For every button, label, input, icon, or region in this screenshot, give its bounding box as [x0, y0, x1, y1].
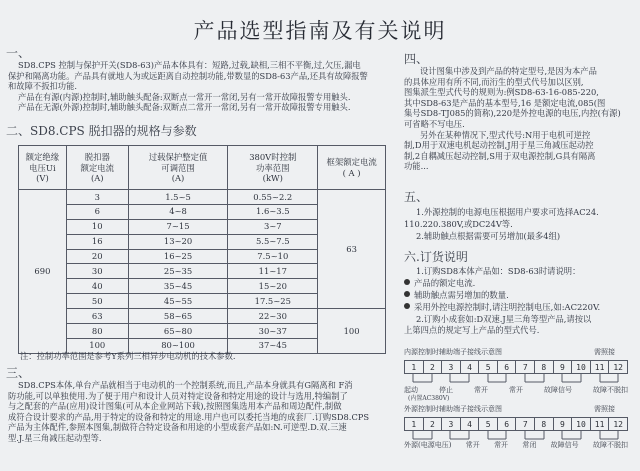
- diagram1-label: 故障不脱扣: [593, 386, 628, 394]
- cell-power-range: 30~37: [228, 324, 318, 339]
- order-bullet-text: 产品的额定电流.: [414, 277, 476, 288]
- cell-rated-current: 10: [66, 219, 128, 234]
- header-overload-range-text: 过载保护整定值 可调范围 (A): [148, 151, 208, 184]
- cell-overload-range: 1.5~5: [128, 190, 228, 205]
- table-note: 注：控制功率范围是参考Y系列三相异步电动机的技术参数.: [20, 351, 236, 361]
- cell-rated-current: 63: [66, 309, 128, 324]
- terminal-number: 11: [591, 418, 610, 430]
- section1-line: 产品在有源(内源)控制时,辅助触头配备:双断点一常开一常闭,另有一常开故障报警专用触头.: [18, 91, 351, 102]
- order-bullet: [404, 290, 636, 302]
- diagram1-labels: [404, 386, 628, 395]
- cell-overload-range: 65~80: [128, 324, 228, 339]
- section4-line: 的具体应用有所不同,而洐生的型式代号加以区别,: [404, 76, 584, 87]
- section5-line: 1.外源控制的电源电压根据用户要求可选择AC24.: [416, 207, 599, 217]
- terminal-number: 5: [479, 361, 498, 373]
- diagram1-caption: 内源控制时辅助端子接线示意图: [404, 348, 502, 356]
- cell-rated-current: 40: [66, 279, 128, 294]
- section3-line: 与之配套的产品(应用)设计图集(可从本企业网站下载),按照图集选用本产品和周边配件,制做: [8, 401, 342, 412]
- cell-power-range: 17.5~25: [228, 294, 318, 309]
- header-voltage-text: 额定绝缘 电压Ui (V): [25, 151, 60, 184]
- terminal-number: 5: [479, 418, 498, 430]
- diagram2-caption: 外源控制时辅助端子接线示意图: [404, 405, 502, 413]
- terminal-number: 12: [613, 420, 623, 429]
- section4-line: 可省略不写电压.: [404, 119, 465, 130]
- terminal-number: 6: [498, 418, 517, 430]
- section1-line: 和故障不扳扣功能.: [8, 81, 78, 92]
- section1-line: 产品在无源(外源)控制时,辅助触头配备:双断点二常开一常闭,另有一常开故障报警专用触头.: [18, 102, 351, 113]
- cell-rated-current: 16: [66, 234, 128, 249]
- terminal-number: 2: [424, 418, 443, 430]
- terminal-number: 7: [516, 418, 535, 430]
- order-line: 上第四点的规定写上产品的型式代号.: [404, 325, 540, 336]
- section4-line: 功能...: [404, 161, 429, 172]
- bullet-dot-icon: [404, 279, 410, 285]
- terminal-number: 3: [442, 418, 461, 430]
- section4-body: [404, 66, 636, 172]
- header-power-range: [228, 146, 318, 190]
- header-rated-current: [66, 146, 128, 190]
- cell-rated-current: 6: [66, 204, 128, 219]
- section3-line: SD8.CPS本体,单台产品就相当于电动机的一个控制系统,而且,产品本身就具有G隔离和 F消: [18, 380, 353, 390]
- cell-overload-range: 7~15: [128, 219, 228, 234]
- cell-overload-range: 80~100: [128, 338, 228, 353]
- cell-frame-current: 63: [318, 190, 386, 309]
- cell-power-range: 22~30: [228, 309, 318, 324]
- section3-heading: 三、: [6, 366, 31, 380]
- cell-overload-range: 13~20: [128, 234, 228, 249]
- cell-rated-current: 3: [66, 190, 128, 205]
- terminal-number: 11: [591, 361, 610, 373]
- diagram2-label: 常开: [465, 441, 480, 449]
- bullet-dot-icon: [404, 291, 410, 297]
- cell-rated-current: 30: [66, 264, 128, 279]
- header-frame-current-text: 框架额定电流 ( A ): [326, 157, 377, 178]
- section3-body: [8, 380, 400, 444]
- diagram1-label: 故障信号: [544, 386, 572, 394]
- section3-line: 防功能,可以单独使用.为了便于用户和设计人员对特定设备和特定用途的设计与选用,特编制了: [8, 390, 348, 401]
- cell-overload-range: 25~35: [128, 264, 228, 279]
- order-line: 2.订购小成套如:D双速.J星三角等型产品,请按以: [416, 313, 592, 324]
- spec-table-row: [19, 190, 386, 205]
- section4-line: 另外在某种情况下,型式代号:N用于电机可逆控: [420, 129, 591, 140]
- section5-heading: 五、: [404, 190, 429, 204]
- cell-power-range: 7.5~10: [228, 249, 318, 264]
- order-bullet: [404, 302, 636, 314]
- cell-overload-range: 35~45: [128, 279, 228, 294]
- cell-power-range: 37~45: [228, 338, 318, 353]
- order-bullet-text: 辅助触点需另增加的数量.: [414, 289, 509, 300]
- cell-overload-range: 58~65: [128, 309, 228, 324]
- section4-line: 其中SD8-63是产品的基本型号,16 是额定电流,085(图: [404, 97, 606, 108]
- cell-rated-current: 20: [66, 249, 128, 264]
- terminal-number: 10: [572, 361, 591, 373]
- terminal-number: 8: [535, 418, 554, 430]
- terminal-number: 6: [498, 361, 517, 373]
- bullet-dot-icon: [404, 303, 410, 309]
- section5-body: [404, 206, 636, 242]
- cell-power-range: 3~7: [228, 219, 318, 234]
- cell-power-range: 0.55~2.2: [228, 190, 318, 205]
- cell-power-range: 5.5~7.5: [228, 234, 318, 249]
- diagram1-label: 起动: [404, 386, 418, 394]
- diagram1-terminal-strip: [404, 360, 628, 374]
- diagram2-label: 外源(电源电压): [404, 441, 452, 449]
- cell-power-range: 11~17: [228, 264, 318, 279]
- diagram2-label: 常开: [494, 441, 509, 449]
- terminal-number: 3: [442, 361, 461, 373]
- section5-line: 110.220.380V,或DC24V等.: [404, 219, 513, 230]
- section1-body: [8, 60, 393, 113]
- terminal-number: 2: [424, 361, 443, 373]
- cell-frame-current: 100: [318, 309, 386, 354]
- terminal-number: 4: [461, 361, 480, 373]
- cell-rated-current: 50: [66, 294, 128, 309]
- diagram2-labels: [404, 441, 628, 450]
- terminal-number: 8: [535, 361, 554, 373]
- diagram1-label: 常开: [474, 386, 488, 394]
- diagram1-sub: (内置AC380V): [408, 395, 450, 402]
- cell-power-range: 15~20: [228, 279, 318, 294]
- header-rated-current-text: 脱扣器 额定电流 (A): [80, 151, 115, 184]
- terminal-number: 1: [405, 361, 424, 373]
- cell-overload-range: 4~8: [128, 204, 228, 219]
- section3-line: 成符合设计要求的产品,用于特定的设备和特定的用途.用户也可以委托当地的成套厂.订购SD8.CPS: [8, 411, 370, 422]
- terminal-number: 4: [461, 418, 480, 430]
- diagram2-label: 常闭: [522, 441, 537, 449]
- order-line: 1.订购SD8本体产品如：SD8-63时请说明：: [416, 266, 581, 276]
- order-bullet-text: 采用外控电源控制时,请注明控制电压,如:AC220V.: [414, 301, 601, 312]
- section2-heading: 二、SD8.CPS 脱扣器的规格与参数: [6, 124, 197, 138]
- order-bullet: [404, 278, 636, 290]
- section5-line: 2.辅助触点根据需要可另增加(最多4组): [416, 231, 561, 242]
- terminal-number: 9: [554, 361, 573, 373]
- spec-table-row: [19, 309, 386, 324]
- terminal-number: 7: [516, 361, 535, 373]
- spec-table-header-row: [19, 146, 386, 190]
- header-voltage: [19, 146, 67, 190]
- cell-voltage: 690: [19, 190, 67, 354]
- section6-heading: 六.订货说明: [404, 250, 468, 264]
- section1-heading: 一、: [6, 46, 31, 60]
- cell-rated-current: 80: [66, 324, 128, 339]
- section1-line: 保护和隔离功能。产品具有就地人为或远距离自动控制功能,带数显的SD8-63产品,还具有故障报警: [8, 70, 368, 81]
- diagram2-label: 故障不脱扣: [592, 441, 628, 449]
- section1-line: SD8.CPS 控制与保护开关(SD8-63)产品本体具有：短路,过载,缺相,三相不平衡,过,欠压,漏电: [18, 60, 361, 70]
- section3-line: 产品为主体配件,参照本图集,制做符合特定设备和用途的小型成套产品如:N.可逆型.D.双.三速: [8, 422, 347, 433]
- section6-body: [404, 266, 636, 337]
- section4-line: 制,D用于双速电机起动控制,J用于星三角减压起动控: [404, 140, 594, 151]
- section4-heading: 四、: [404, 52, 429, 66]
- cell-rated-current: 100: [66, 338, 128, 353]
- header-overload-range: [128, 146, 228, 190]
- diagram2-terminal-strip: [404, 417, 628, 431]
- terminal-number: 12: [613, 363, 623, 372]
- diagram1-label: 常开: [509, 386, 523, 394]
- diagram1-right-label: 需照接: [594, 348, 615, 356]
- section4-line: 图集派生型式代号的规则为:例SD8-63-16-085-220,: [404, 87, 599, 98]
- cell-overload-range: 45~55: [128, 294, 228, 309]
- diagram2-right-label: 需照接: [594, 405, 615, 413]
- terminal-number: 1: [405, 418, 424, 430]
- header-frame-current: [318, 146, 386, 190]
- diagram1-label: 停止: [439, 386, 453, 394]
- section3-line: 型.J.星三角减压起动型等.: [8, 433, 102, 444]
- header-power-range-text: 380V时控制 功率范围 (kW): [249, 151, 297, 184]
- cell-overload-range: 16~25: [128, 249, 228, 264]
- section4-line: 设计图集中涉及到产品的特定型号,是因为本产品: [420, 66, 597, 76]
- spec-table: [18, 145, 386, 354]
- terminal-number: 10: [572, 418, 591, 430]
- terminal-number: 9: [554, 418, 573, 430]
- cell-power-range: 1.6~3.5: [228, 204, 318, 219]
- diagram2-label: 故障信号: [550, 441, 579, 449]
- page-title: 产品选型指南及有关说明: [193, 19, 447, 43]
- section4-line: 制,2自耦减压起动控制,S用于双电源控制,G具有隔离: [404, 150, 596, 161]
- section4-line: 集号SD8-TJ085的简称),220是外控电源的电压,内控(有源): [404, 108, 621, 119]
